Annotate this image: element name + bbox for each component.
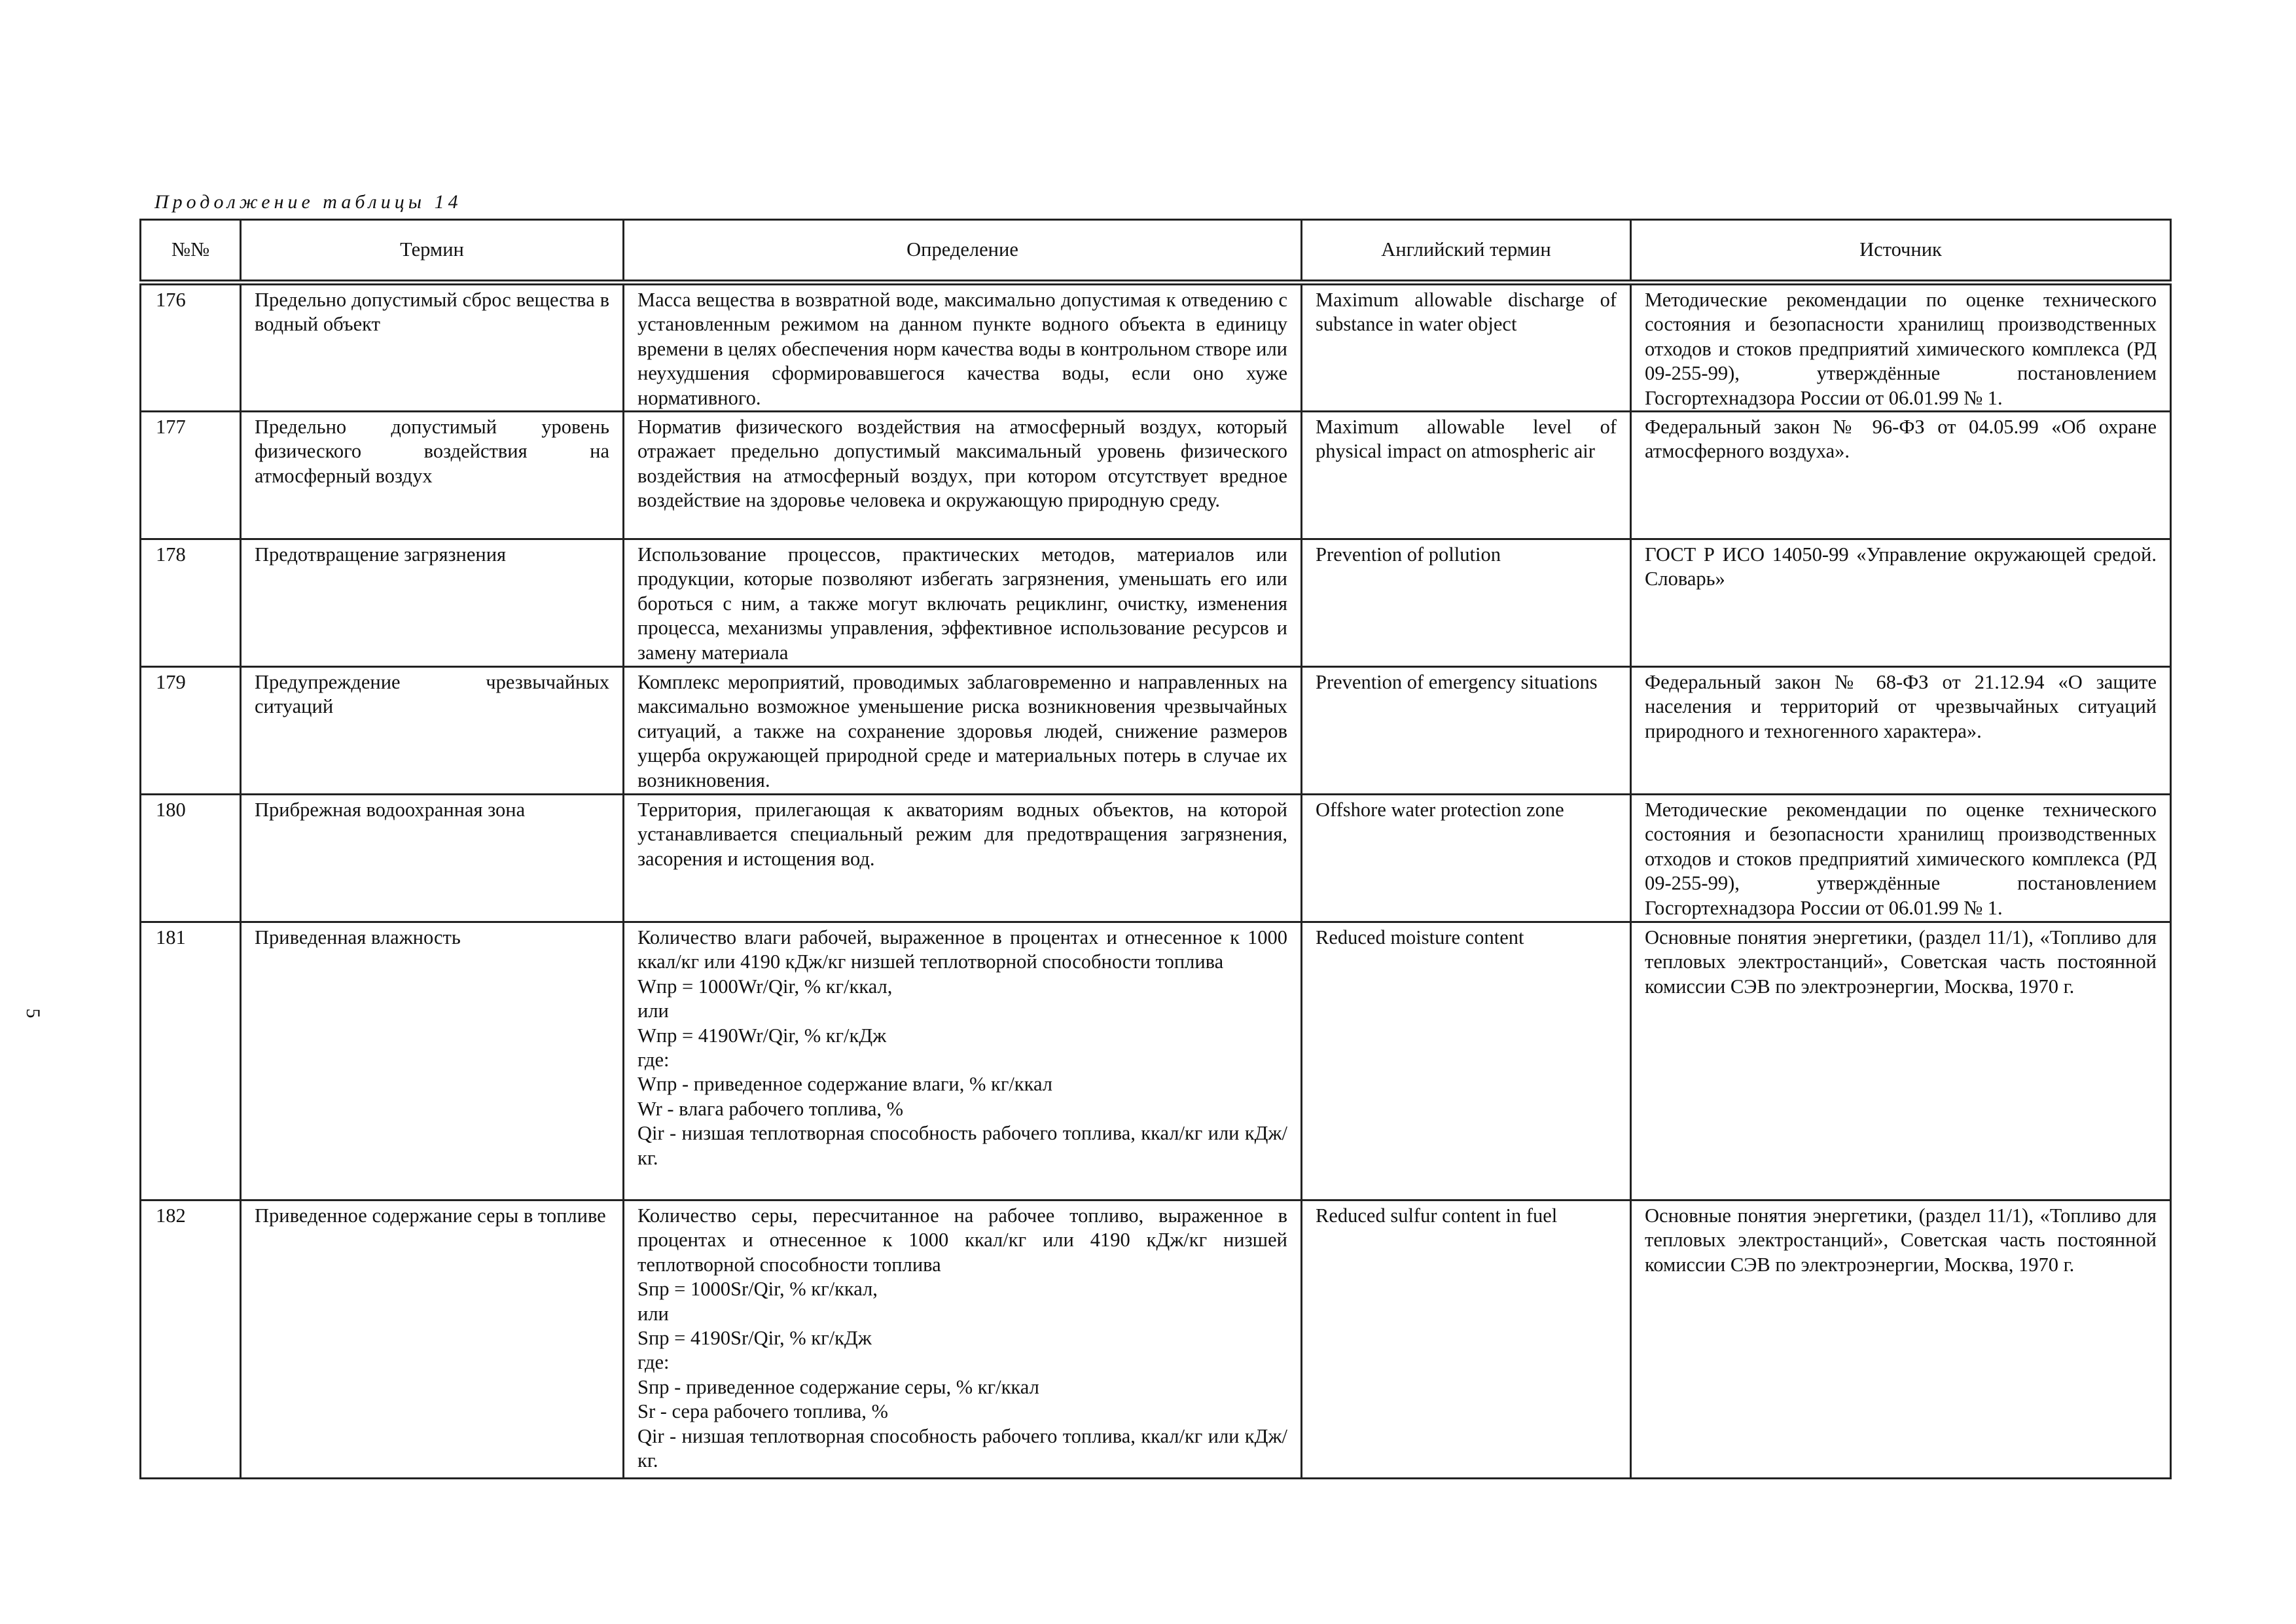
- definition-line: Количество серы, пересчитанное на рабочее топливо, выраженное в процентах и отнесенное к 1000 ккал/кг или 4190 кДж/кг низшей теплотворной способности топлива: [637, 1204, 1287, 1276]
- row-english: Prevention of pollution: [1302, 539, 1631, 667]
- row-number: 181: [141, 922, 241, 1200]
- definition-line: Wr - влага рабочего топлива, %: [637, 1097, 904, 1120]
- row-english: Reduced sulfur content in fuel: [1302, 1200, 1631, 1479]
- formula-line: Wпр = 4190Wr/Qir, % кг/кДж: [637, 1024, 887, 1047]
- formula-line: Sпр = 1000Sr/Qir, % кг/ккал,: [637, 1278, 878, 1301]
- header-num: №№: [141, 220, 241, 283]
- row-source: Федеральный закон № 68-ФЗ от 21.12.94 «О защите населения и территорий от чрезвычайных ситуаций природного и техногенного характера».: [1631, 667, 2171, 795]
- header-term: Термин: [241, 220, 624, 283]
- terms-table: [139, 219, 2172, 1479]
- definition-line: Sr - сера рабочего топлива, %: [637, 1400, 888, 1423]
- row-source: Федеральный закон № 96-ФЗ от 04.05.99 «Об охране атмосферного воздуха».: [1631, 412, 2171, 539]
- table-row: [141, 795, 2171, 922]
- header-definition: Определение: [624, 220, 1302, 283]
- table-row: [141, 412, 2171, 539]
- definition-line: Wпр - приведенное содержание влаги, % кг/ккал: [637, 1073, 1053, 1096]
- row-number: 178: [141, 539, 241, 667]
- row-number: 182: [141, 1200, 241, 1479]
- row-definition: [624, 922, 1302, 1200]
- row-english: Maximum allowable level of physical impact on atmospheric air: [1302, 412, 1631, 539]
- table-row: [141, 922, 2171, 1200]
- table-row: [141, 667, 2171, 795]
- row-number: 179: [141, 667, 241, 795]
- row-definition: [624, 1200, 1302, 1479]
- definition-line: Количество влаги рабочей, выраженное в процентах и отнесенное к 1000 ккал/кг или 4190 кДж/кг низшей теплотворной способности топлива: [637, 926, 1287, 973]
- formula-line: Wпр = 1000Wr/Qir, % кг/ккал,: [637, 975, 893, 998]
- table-header: [141, 220, 2171, 283]
- definition-line: Qir - низшая теплотворная способность рабочего топлива, ккал/кг или кДж/кг.: [637, 1424, 1287, 1472]
- row-english: Maximum allowable discharge of substance in water object: [1302, 283, 1631, 412]
- table-body: [141, 283, 2171, 1479]
- row-definition: Территория, прилегающая к акваториям водных объектов, на которой устанавливается специальный режим для предотвращения загрязнения, засорения и истощения вод.: [624, 795, 1302, 922]
- row-definition: Комплекс мероприятий, проводимых заблаговременно и направленных на максимально возможное уменьшение риска возникновения чрезвычайных ситуаций, а также на сохранение здоровья людей, снижение размеров ущерба окружающей природной среде и материальных потерь в случае их возникновения.: [624, 667, 1302, 795]
- row-source: Основные понятия энергетики, (раздел 11/1), «Топливо для тепловых электростанций», Советская часть постоянной комиссии СЭВ по электроэнергии, Москва, 1970 г.: [1631, 922, 2171, 1200]
- row-term: Предотвращение загрязнения: [241, 539, 624, 667]
- row-term: Приведенное содержание серы в топливе: [241, 1200, 624, 1479]
- row-number: 176: [141, 283, 241, 412]
- header-english: Английский термин: [1302, 220, 1631, 283]
- definition-line: где:: [637, 1049, 670, 1072]
- header-source: Источник: [1631, 220, 2171, 283]
- row-term: Предельно допустимый уровень физического воздействия на атмосферный воздух: [241, 412, 624, 539]
- row-term: Предельно допустимый сброс вещества в водный объект: [241, 283, 624, 412]
- row-definition: Масса вещества в возвратной воде, максимально допустимая к отведению с установленным режимом на данном пункте водного объекта в единицу времени в целях обеспечения норм качества воды в контрольном створе или неухудшения сформировавшегося качества воды, если оно хуже нормативного.: [624, 283, 1302, 412]
- row-source: ГОСТ Р ИСО 14050-99 «Управление окружающей средой. Словарь»: [1631, 539, 2171, 667]
- row-definition: Использование процессов, практических методов, материалов или продукции, которые позволяют избегать загрязнения, уменьшать его или бороться с ним, а также могут включать рециклинг, очистку, изменения процесса, механизмы управления, эффективное использование ресурсов и замену материала: [624, 539, 1302, 667]
- table-row: [141, 1200, 2171, 1479]
- definition-line: Qir - низшая теплотворная способность рабочего топлива, ккал/кг или кДж/кг.: [637, 1122, 1287, 1169]
- definition-line: или: [637, 1302, 669, 1325]
- row-term: Приведенная влажность: [241, 922, 624, 1200]
- table-row: [141, 283, 2171, 412]
- row-source: Методические рекомендации по оценке технического состояния и безопасности хранилищ производственных отходов и стоков предприятий химического комплекса (РД 09-255-99), утверждённые постановлением Госгортехнадзора России от 06.01.99 № 1.: [1631, 795, 2171, 922]
- formula-line: Sпр = 4190Sr/Qir, % кг/кДж: [637, 1327, 872, 1350]
- definition-line: где:: [637, 1351, 670, 1374]
- table-row: [141, 539, 2171, 667]
- table-caption: Продолжение таблицы 14: [154, 191, 462, 213]
- row-definition: Норматив физического воздействия на атмосферный воздух, который отражает предельно допустимый максимальный уровень физического воздействия на атмосферный воздух, при котором отсутствует вредное воздействие на здоровье человека и окружающую природную среду.: [624, 412, 1302, 539]
- row-source: Методические рекомендации по оценке технического состояния и безопасности хранилищ производственных отходов и стоков предприятий химического комплекса (РД 09-255-99), утверждённые постановлением Госгортехнадзора России от 06.01.99 № 1.: [1631, 283, 2171, 412]
- row-source: Основные понятия энергетики, (раздел 11/1), «Топливо для тепловых электростанций», Советская часть постоянной комиссии СЭВ по электроэнергии, Москва, 1970 г.: [1631, 1200, 2171, 1479]
- row-number: 180: [141, 795, 241, 922]
- row-term: Предупреждение чрезвычайных ситуаций: [241, 667, 624, 795]
- row-term: Прибрежная водоохранная зона: [241, 795, 624, 922]
- row-english: Prevention of emergency situations: [1302, 667, 1631, 795]
- row-number: 177: [141, 412, 241, 539]
- row-english: Reduced moisture content: [1302, 922, 1631, 1200]
- row-english: Offshore water protection zone: [1302, 795, 1631, 922]
- page-number: 5: [22, 1008, 44, 1019]
- definition-line: Sпр - приведенное содержание серы, % кг/ккал: [637, 1375, 1039, 1398]
- header-row: [141, 220, 2171, 283]
- definition-line: или: [637, 1000, 669, 1022]
